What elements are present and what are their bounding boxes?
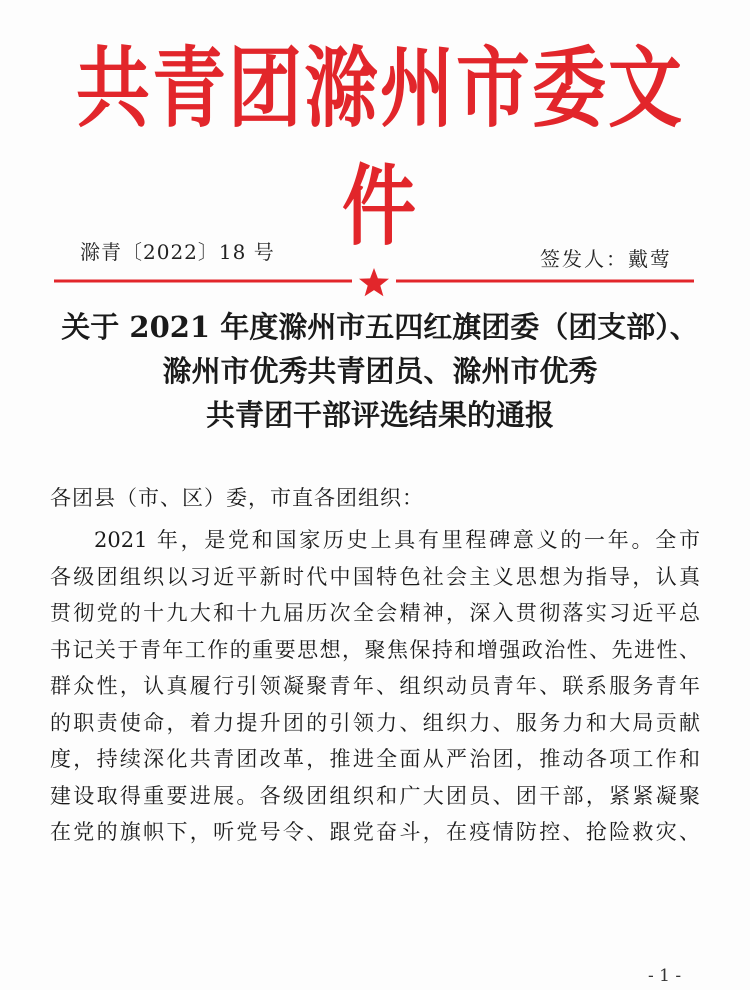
document-heading: [40, 305, 720, 437]
issuer-signature: 签发人：戴莺: [540, 247, 672, 271]
heading-line: 关于 2021 年度滁州市五四红旗团委（团支部）、: [61, 310, 699, 344]
body-line: 建设取得重要进展。各级团组织和广大团员、团干部，紧紧凝聚: [50, 783, 700, 808]
heading-line: 滁州市优秀共青团员、滁州市优秀: [162, 354, 598, 388]
salutation: 各团县（市、区）委，市直各团组织：: [50, 486, 424, 510]
document-number: 滁青〔2022〕18 号: [80, 240, 275, 264]
body-line: 在党的旗帜下，听党号令、跟党奋斗，在疫情防控、抢险救灾、: [50, 820, 700, 844]
body-line: 书记关于青年工作的重要思想，聚焦保持和增强政治性、先进性、: [50, 637, 700, 662]
red-divider-with-star: [54, 268, 694, 298]
page-number: - 1 -: [648, 966, 682, 986]
body-paragraph: [50, 522, 710, 851]
body-line: 的职责使命，着力提升团的引领力、组织力、服务力和大局贡献: [50, 710, 700, 735]
body-line: 2021 年，是党和国家历史上具有里程碑意义的一年。全市: [94, 528, 700, 552]
body-line: 各级团组织以习近平新时代中国特色社会主义思想为指导，认真: [50, 564, 700, 589]
body-line: 度，持续深化共青团改革，推进全面从严治团，推动各项工作和: [50, 747, 700, 771]
body-line: 贯彻党的十九大和十九届历次全会精神，深入贯彻落实习近平总: [50, 601, 700, 625]
heading-line: 共青团干部评选结果的通报: [205, 398, 554, 432]
body-line: 群众性，认真履行引领凝聚青年、组织动员青年、联系服务青年: [50, 674, 700, 698]
document-header-title: 共青团滁州市委文件: [76, 38, 684, 258]
star-icon: [359, 268, 389, 296]
